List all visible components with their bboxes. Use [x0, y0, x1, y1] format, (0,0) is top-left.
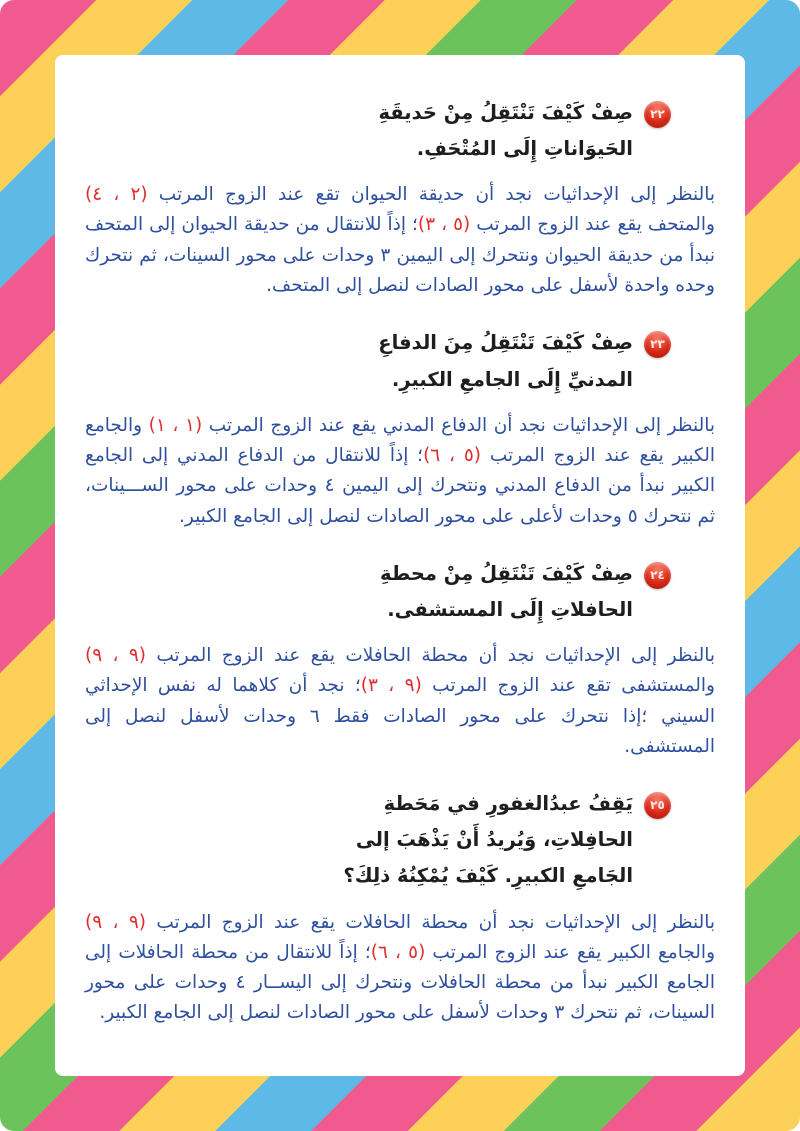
coordinate-pair: (٥ ، ٦) — [370, 941, 426, 963]
answer-text — [85, 180, 715, 301]
question-row — [85, 556, 671, 628]
question-number-badge: ٢٢ — [644, 101, 671, 128]
coordinate-pair: (٩ ، ٣) — [360, 675, 422, 697]
coordinate-pair: (١ ، ١) — [148, 414, 203, 436]
coordinate-pair: (٩ ، ٩) — [85, 911, 147, 933]
coordinate-pair: (٩ ، ٩) — [85, 645, 147, 666]
question-number-badge: ٢٣ — [644, 331, 671, 358]
question-row — [85, 325, 671, 397]
worksheet-page — [55, 55, 745, 1076]
answer-text — [85, 908, 715, 1029]
answer-segment: بالنظر إلى الإحداثيات نجد أن الدفاع المدني يقع عند الزوج المرتب — [202, 414, 715, 436]
answer-segment: ؛ نجد أن كلاهما له نفس الإحداثي السيني ؛إذا نتحرك على محور الصادات فقط ٦ وحدات لأسفل لنصل إلى المستشفى. — [85, 675, 715, 757]
question-row — [85, 786, 671, 894]
qa-block-3 — [85, 556, 715, 762]
answer-text — [85, 641, 715, 762]
qa-block-2 — [85, 325, 715, 531]
question-text: صِفْ كَيْفَ تَنْتَقِلُ مِنْ حَديقَةِ الحَيوَاناتِ إِلَى المُتْحَفِ. — [378, 101, 633, 161]
answer-segment: والمتحف يقع عند الزوج المرتب — [470, 214, 715, 236]
answer-segment: بالنظر إلى الإحداثيات نجد أن محطة الحافلات يقع عند الزوج المرتب — [146, 911, 716, 933]
question-text: صِفْ كَيْفَ تَنْتَقِلُ مِنَ الدفاعِ المدنيِّ إِلَى الجامعِ الكبيرِ. — [378, 331, 633, 391]
question-text: صِفْ كَيْفَ تَنْتَقِلُ مِنْ محطةِ الحافلاتِ إِلَى المستشفى. — [380, 561, 633, 621]
answer-segment: ؛ إذاً للانتقال من الدفاع المدني إلى الجامع الكبير نبدأ من الدفاع المدني ونتحرك إلى اليمين ٤ وحدات على محور الســـينات، ثم نتحرك ٥ وحدات لأعلى على محور الصادات لنصل إلى الجامع الكبير. — [85, 444, 715, 527]
coordinate-pair: (٥ ، ٣) — [417, 214, 471, 236]
qa-block-1 — [85, 95, 715, 301]
question-row — [85, 95, 671, 167]
coordinate-pair: (٢ ، ٤) — [85, 184, 148, 206]
question-number-badge: ٢٥ — [644, 792, 671, 819]
answer-segment: بالنظر إلى الإحداثيات نجد أن حديقة الحيوان تقع عند الزوج المرتب — [147, 184, 716, 206]
qa-block-4 — [85, 786, 715, 1029]
coordinate-pair: (٥ ، ٦) — [423, 444, 481, 466]
answer-segment: والجامع الكبير يقع عند الزوج المرتب — [425, 941, 715, 963]
answer-text — [85, 411, 715, 532]
answer-segment: بالنظر إلى الإحداثيات نجد أن محطة الحافلات يقع عند الزوج المرتب — [146, 645, 716, 666]
question-text: يَقِفُ عبدُالغفورِ في مَحَطةِ الحافِلاتِ، وَيُريدُ أَنْ يَذْهَبَ إلى الجَامعِ الكبيرِ. كَيْفَ يُمْكِنُهُ ذلِكَ؟ — [343, 792, 633, 888]
answer-segment: والجامع الكبير يقع عند الزوج المرتب — [85, 414, 716, 466]
answer-segment: ؛ إذاً للانتقال من محطة الحافلات إلى الجامع الكبير نبدأ من محطة الحافلات ونتحرك إلى اليســار ٤ وحدات على محور السينات، ثم نتحرك ٣ وحدات لأسفل على محور الصادات لنصل إلى الجامع الكبير. — [85, 941, 715, 1024]
question-number-badge: ٢٤ — [644, 562, 671, 589]
answer-segment: والمستشفى تقع عند الزوج المرتب — [421, 675, 715, 697]
answer-segment: ؛ إذاً للانتقال من حديقة الحيوان إلى المتحف نبدأ من حديقة الحيوان ونتحرك إلى اليمين ٣ وحدات على محور السينات، ثم نتحرك وحده واحدة لأسفل على محور الصادات لنصل إلى المتحف. — [85, 214, 715, 297]
